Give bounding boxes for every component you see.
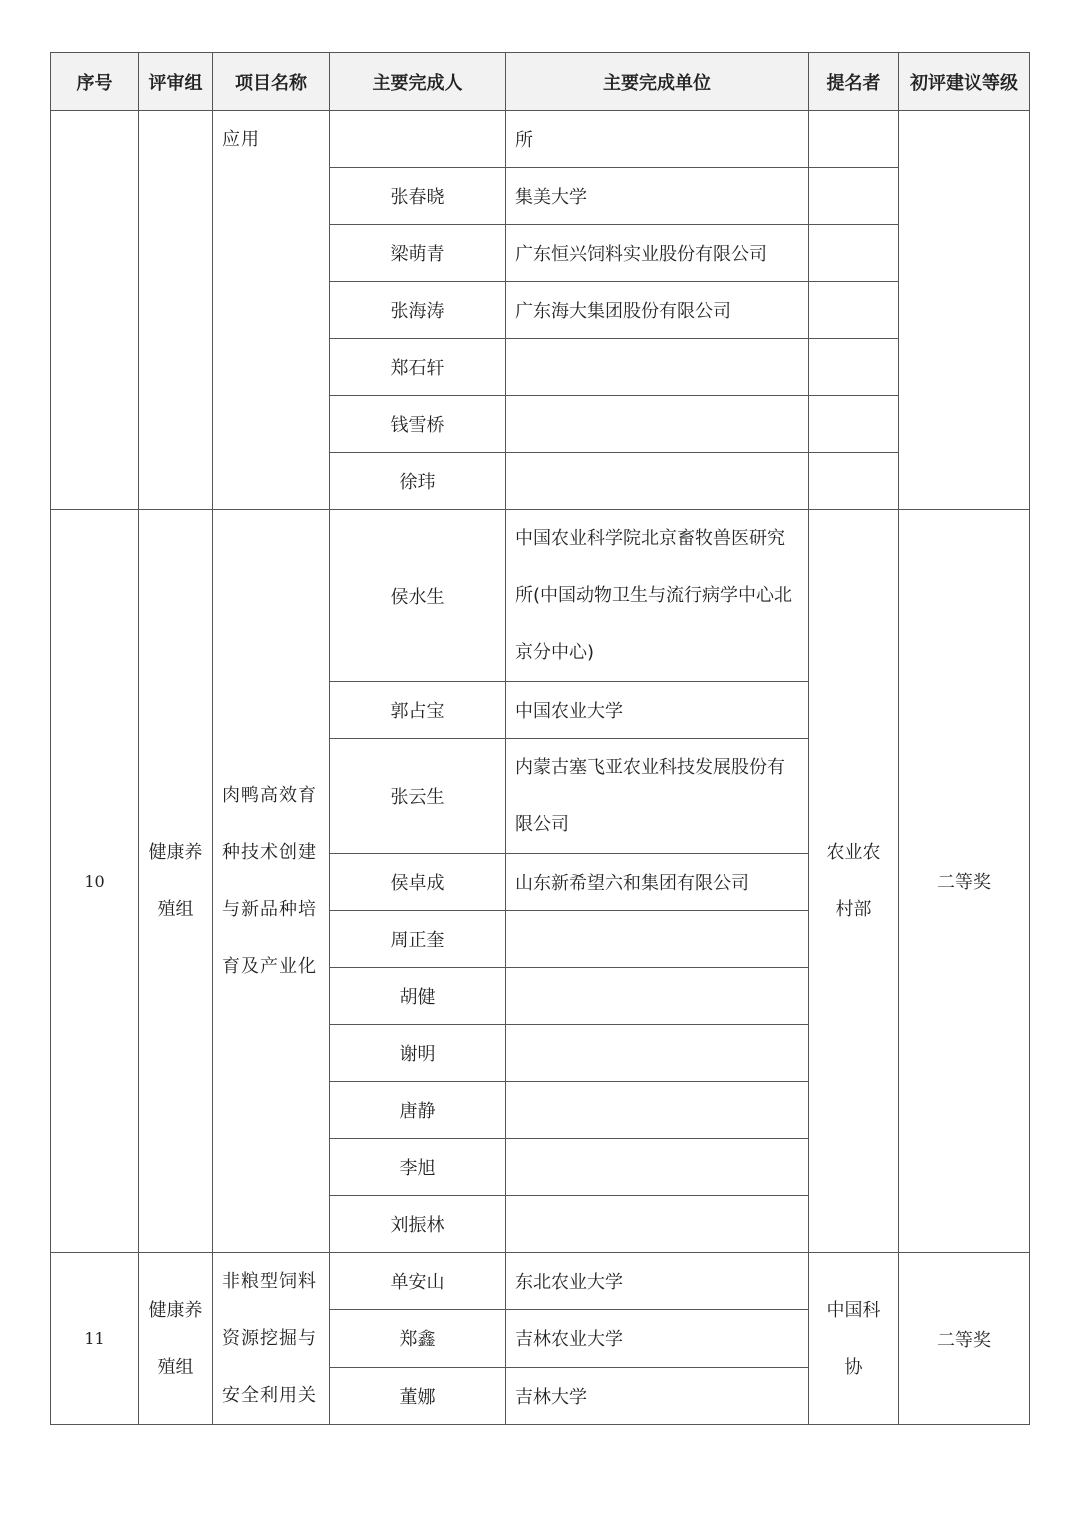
unit-cell [506, 396, 809, 453]
person-cell: 周正奎 [330, 911, 506, 968]
nominator-cell [809, 510, 899, 1253]
project-name-cell [213, 111, 330, 510]
project-name-cell [213, 1253, 330, 1425]
person-cell: 胡健 [330, 968, 506, 1025]
person-cell: 唐静 [330, 1082, 506, 1139]
project-name-line: 安全利用关 [222, 1385, 317, 1406]
table-row [51, 1253, 1030, 1310]
nominator-cell [809, 339, 899, 396]
header-group: 评审组 [139, 53, 213, 111]
nominator-line: 农业农 [826, 842, 881, 863]
person-cell: 张春晓 [330, 168, 506, 225]
person-cell: 梁萌青 [330, 225, 506, 282]
nominator-cell [809, 168, 899, 225]
nominator-line: 中国科 [826, 1299, 881, 1321]
unit-line: 所(中国动物卫生与流行病学中心北 [515, 585, 793, 606]
award-table [50, 52, 1030, 1425]
grade-cell [899, 111, 1030, 510]
project-name-line: 与新品种培 [222, 899, 317, 920]
person-cell: 张云生 [330, 739, 506, 854]
nominator-cell [809, 111, 899, 168]
group-cell [139, 510, 213, 1253]
header-nominator: 提名者 [809, 53, 899, 111]
header-units: 主要完成单位 [506, 53, 809, 111]
group-line: 健康养 [148, 1299, 203, 1321]
unit-cell: 广东恒兴饲料实业股份有限公司 [506, 225, 809, 282]
person-cell: 郑石轩 [330, 339, 506, 396]
seq-cell: 10 [51, 510, 139, 1253]
person-cell: 李旭 [330, 1139, 506, 1196]
project-name-line: 资源挖掘与 [222, 1328, 317, 1349]
person-cell: 钱雪桥 [330, 396, 506, 453]
project-name: 应用 [222, 129, 260, 150]
unit-line: 中国农业科学院北京畜牧兽医研究 [515, 528, 785, 549]
unit-cell: 所 [506, 111, 809, 168]
unit-cell [506, 453, 809, 510]
unit-cell: 吉林大学 [506, 1367, 809, 1424]
header-row [51, 53, 1030, 111]
unit-cell: 中国农业大学 [506, 682, 809, 739]
unit-cell: 广东海大集团股份有限公司 [506, 282, 809, 339]
person-cell [330, 111, 506, 168]
person-cell: 侯水生 [330, 510, 506, 682]
person-cell: 张海涛 [330, 282, 506, 339]
nominator-cell [809, 225, 899, 282]
unit-cell [506, 1082, 809, 1139]
header-persons: 主要完成人 [330, 53, 506, 111]
unit-cell [506, 968, 809, 1025]
group-cell [139, 1253, 213, 1425]
unit-cell: 吉林农业大学 [506, 1310, 809, 1367]
seq-cell: 11 [51, 1253, 139, 1425]
nominator-cell [809, 1253, 899, 1425]
group-line: 健康养 [148, 842, 203, 863]
project-name-cell [213, 510, 330, 1253]
nominator-line: 村部 [835, 899, 872, 920]
nominator-cell [809, 396, 899, 453]
person-cell: 刘振林 [330, 1196, 506, 1253]
project-name-line: 育及产业化 [222, 956, 317, 977]
unit-line: 内蒙古塞飞亚农业科技发展股份有 [515, 757, 785, 778]
project-name-line: 种技术创建 [222, 842, 317, 863]
grade-cell: 二等奖 [899, 1253, 1030, 1425]
unit-cell [506, 911, 809, 968]
person-cell: 董娜 [330, 1367, 506, 1424]
nominator-cell [809, 282, 899, 339]
group-cell [139, 111, 213, 510]
seq-cell [51, 111, 139, 510]
unit-cell [506, 1025, 809, 1082]
group-line: 殖组 [157, 1356, 194, 1378]
unit-cell: 东北农业大学 [506, 1253, 809, 1310]
unit-line: 京分中心) [515, 642, 595, 663]
nominator-cell [809, 453, 899, 510]
header-seq: 序号 [51, 53, 139, 111]
unit-cell [506, 510, 809, 682]
unit-cell [506, 1196, 809, 1253]
header-grade: 初评建议等级 [899, 53, 1030, 111]
table-row [51, 111, 1030, 168]
group-line: 殖组 [157, 899, 194, 920]
person-cell: 郑鑫 [330, 1310, 506, 1367]
person-cell: 侯卓成 [330, 854, 506, 911]
project-name-line: 非粮型饲料 [222, 1271, 317, 1292]
person-cell: 郭占宝 [330, 682, 506, 739]
unit-cell [506, 1139, 809, 1196]
unit-cell: 山东新希望六和集团有限公司 [506, 854, 809, 911]
unit-cell [506, 339, 809, 396]
unit-line: 限公司 [515, 814, 569, 835]
person-cell: 单安山 [330, 1253, 506, 1310]
unit-cell [506, 739, 809, 854]
header-project: 项目名称 [213, 53, 330, 111]
person-cell: 谢明 [330, 1025, 506, 1082]
nominator-line: 协 [844, 1356, 863, 1378]
person-cell: 徐玮 [330, 453, 506, 510]
grade-cell: 二等奖 [899, 510, 1030, 1253]
project-name-line: 肉鸭高效育 [222, 785, 317, 806]
unit-cell: 集美大学 [506, 168, 809, 225]
